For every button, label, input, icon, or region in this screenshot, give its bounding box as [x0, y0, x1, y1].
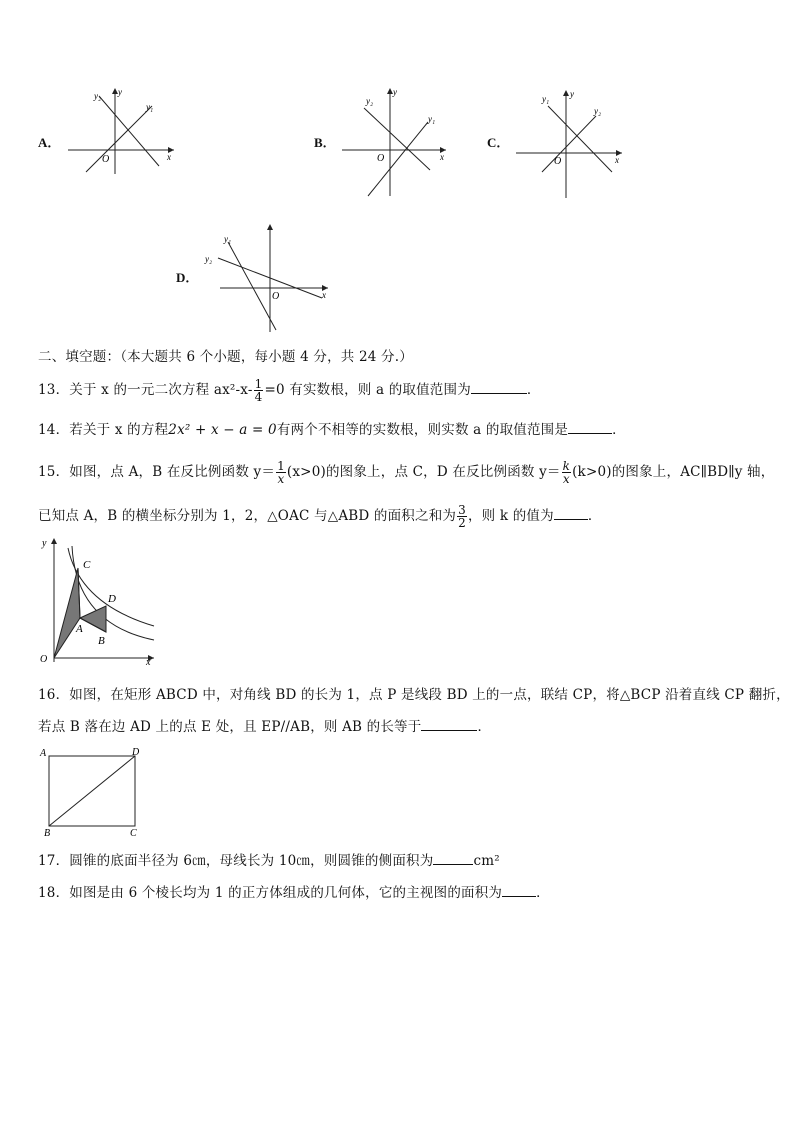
svg-text:x: x — [167, 152, 171, 162]
svg-text:y₂: y₂ — [205, 254, 213, 264]
triangle-abd — [80, 606, 106, 632]
q18-answer-blank[interactable] — [502, 884, 536, 897]
svg-text:y₂: y₂ — [94, 91, 102, 101]
svg-text:D: D — [108, 593, 116, 605]
svg-text:O: O — [554, 156, 562, 167]
question-17: 17．圆锥的底面半径为 6㎝，母线长为 10㎝，则圆锥的侧面积为 cm² — [38, 853, 500, 869]
svg-text:C: C — [83, 559, 91, 571]
svg-text:O: O — [377, 153, 385, 164]
triangle-oac — [54, 568, 80, 658]
question-13: 13．关于 x 的一元二次方程 ax²-x- $\frac{1}{4}$ =0 有实数根，则 a 的取值范围为 ． — [38, 377, 541, 404]
svg-text:y: y — [570, 89, 574, 99]
option-d-graph — [202, 222, 332, 334]
q13-answer-blank[interactable] — [471, 381, 527, 394]
svg-text:O: O — [272, 291, 280, 302]
line-y2 — [542, 116, 596, 172]
svg-text:y₁: y₁ — [542, 94, 550, 104]
q16-answer-blank[interactable] — [421, 718, 477, 731]
option-c-graph — [514, 86, 626, 200]
question-16-line1: 16．如图，在矩形 ABCD 中，对角线 BD 的长为 1，点 P 是线段 BD 上的一点，联结 CP，将△BCP 沿着直线 CP 翻折， — [38, 687, 790, 703]
svg-text:D: D — [132, 747, 140, 758]
option-c-label: C． — [487, 135, 510, 150]
svg-text:y₁: y₁ — [428, 114, 436, 124]
svg-text:y₂: y₂ — [594, 106, 602, 116]
q15-figure — [36, 534, 158, 670]
q16-figure — [36, 744, 148, 840]
question-18: 18．如图是由 6 个棱长均为 1 的正方体组成的几何体，它的主视图的面积为 ． — [38, 885, 550, 901]
svg-text:x: x — [440, 152, 444, 162]
q17-answer-blank[interactable] — [433, 852, 473, 865]
svg-text:O: O — [40, 654, 48, 665]
question-15-line1: 15．如图，点 A，B 在反比例函数 y＝ $\frac{1}{x}$ (x>0)的图象上，点 C，D 在反比例函数 y＝ $\frac{k}{x}$ (k>0)的图象上，AC∥BD∥y 轴， — [38, 459, 775, 486]
option-d-label: D． — [176, 270, 199, 285]
question-15-line2: 已知点 A，B 的横坐标分别为 1，2，△OAC 与△ABD 的面积之和为 $\frac{3}{2}$ ，则 k 的值为 ． — [38, 503, 602, 530]
q14-answer-blank[interactable] — [568, 421, 612, 434]
question-14: 14．若关于 x 的方程2x² + x − a = 0有两个不相等的实数根，则实数 a 的取值范围是 ． — [38, 422, 626, 438]
q13-fraction: $\frac{1}{4}$ — [254, 377, 263, 404]
svg-text:O: O — [102, 154, 110, 165]
svg-text:y: y — [393, 87, 397, 97]
option-b-label: B． — [314, 135, 336, 150]
q13-prefix: 13．关于 x 的一元二次方程 ax²-x- — [38, 382, 253, 398]
svg-text:y: y — [42, 538, 47, 549]
q14-equation: 2x² + x − a = 0 — [168, 422, 277, 438]
svg-text:y₂: y₂ — [366, 96, 374, 106]
svg-text:x: x — [322, 290, 326, 300]
line-y1 — [86, 106, 152, 172]
svg-text:B: B — [98, 635, 105, 647]
question-16-line2: 若点 B 落在边 AD 上的点 E 处，且 EP//AB，则 AB 的长等于 ． — [38, 719, 492, 735]
svg-text:y₁: y₁ — [224, 234, 232, 244]
q13-suffix: =0 有实数根，则 a 的取值范围为 — [264, 382, 471, 398]
svg-text:A: A — [40, 748, 47, 759]
svg-text:y₁: y₁ — [146, 102, 154, 112]
line-y1 — [228, 242, 276, 330]
q15-fraction-2: $\frac{k}{x}$ — [562, 459, 571, 486]
q15-answer-blank[interactable] — [554, 507, 588, 520]
option-a-label: A． — [38, 135, 61, 150]
svg-text:B: B — [44, 828, 51, 839]
svg-text:A: A — [76, 623, 83, 635]
q15-fraction-1: $\frac{1}{x}$ — [277, 459, 285, 486]
svg-text:x: x — [146, 657, 151, 668]
option-a-graph — [66, 86, 178, 176]
svg-text:x: x — [615, 155, 619, 165]
option-b-graph — [340, 84, 452, 200]
q15-fraction-3: $\frac{3}{2}$ — [458, 503, 466, 530]
diagonal-bd — [49, 756, 135, 826]
svg-text:C: C — [130, 828, 137, 839]
svg-text:y: y — [118, 87, 122, 97]
section2-title: 二、填空题：（本大题共 6 个小题，每小题 4 分，共 24 分.） — [38, 349, 413, 365]
